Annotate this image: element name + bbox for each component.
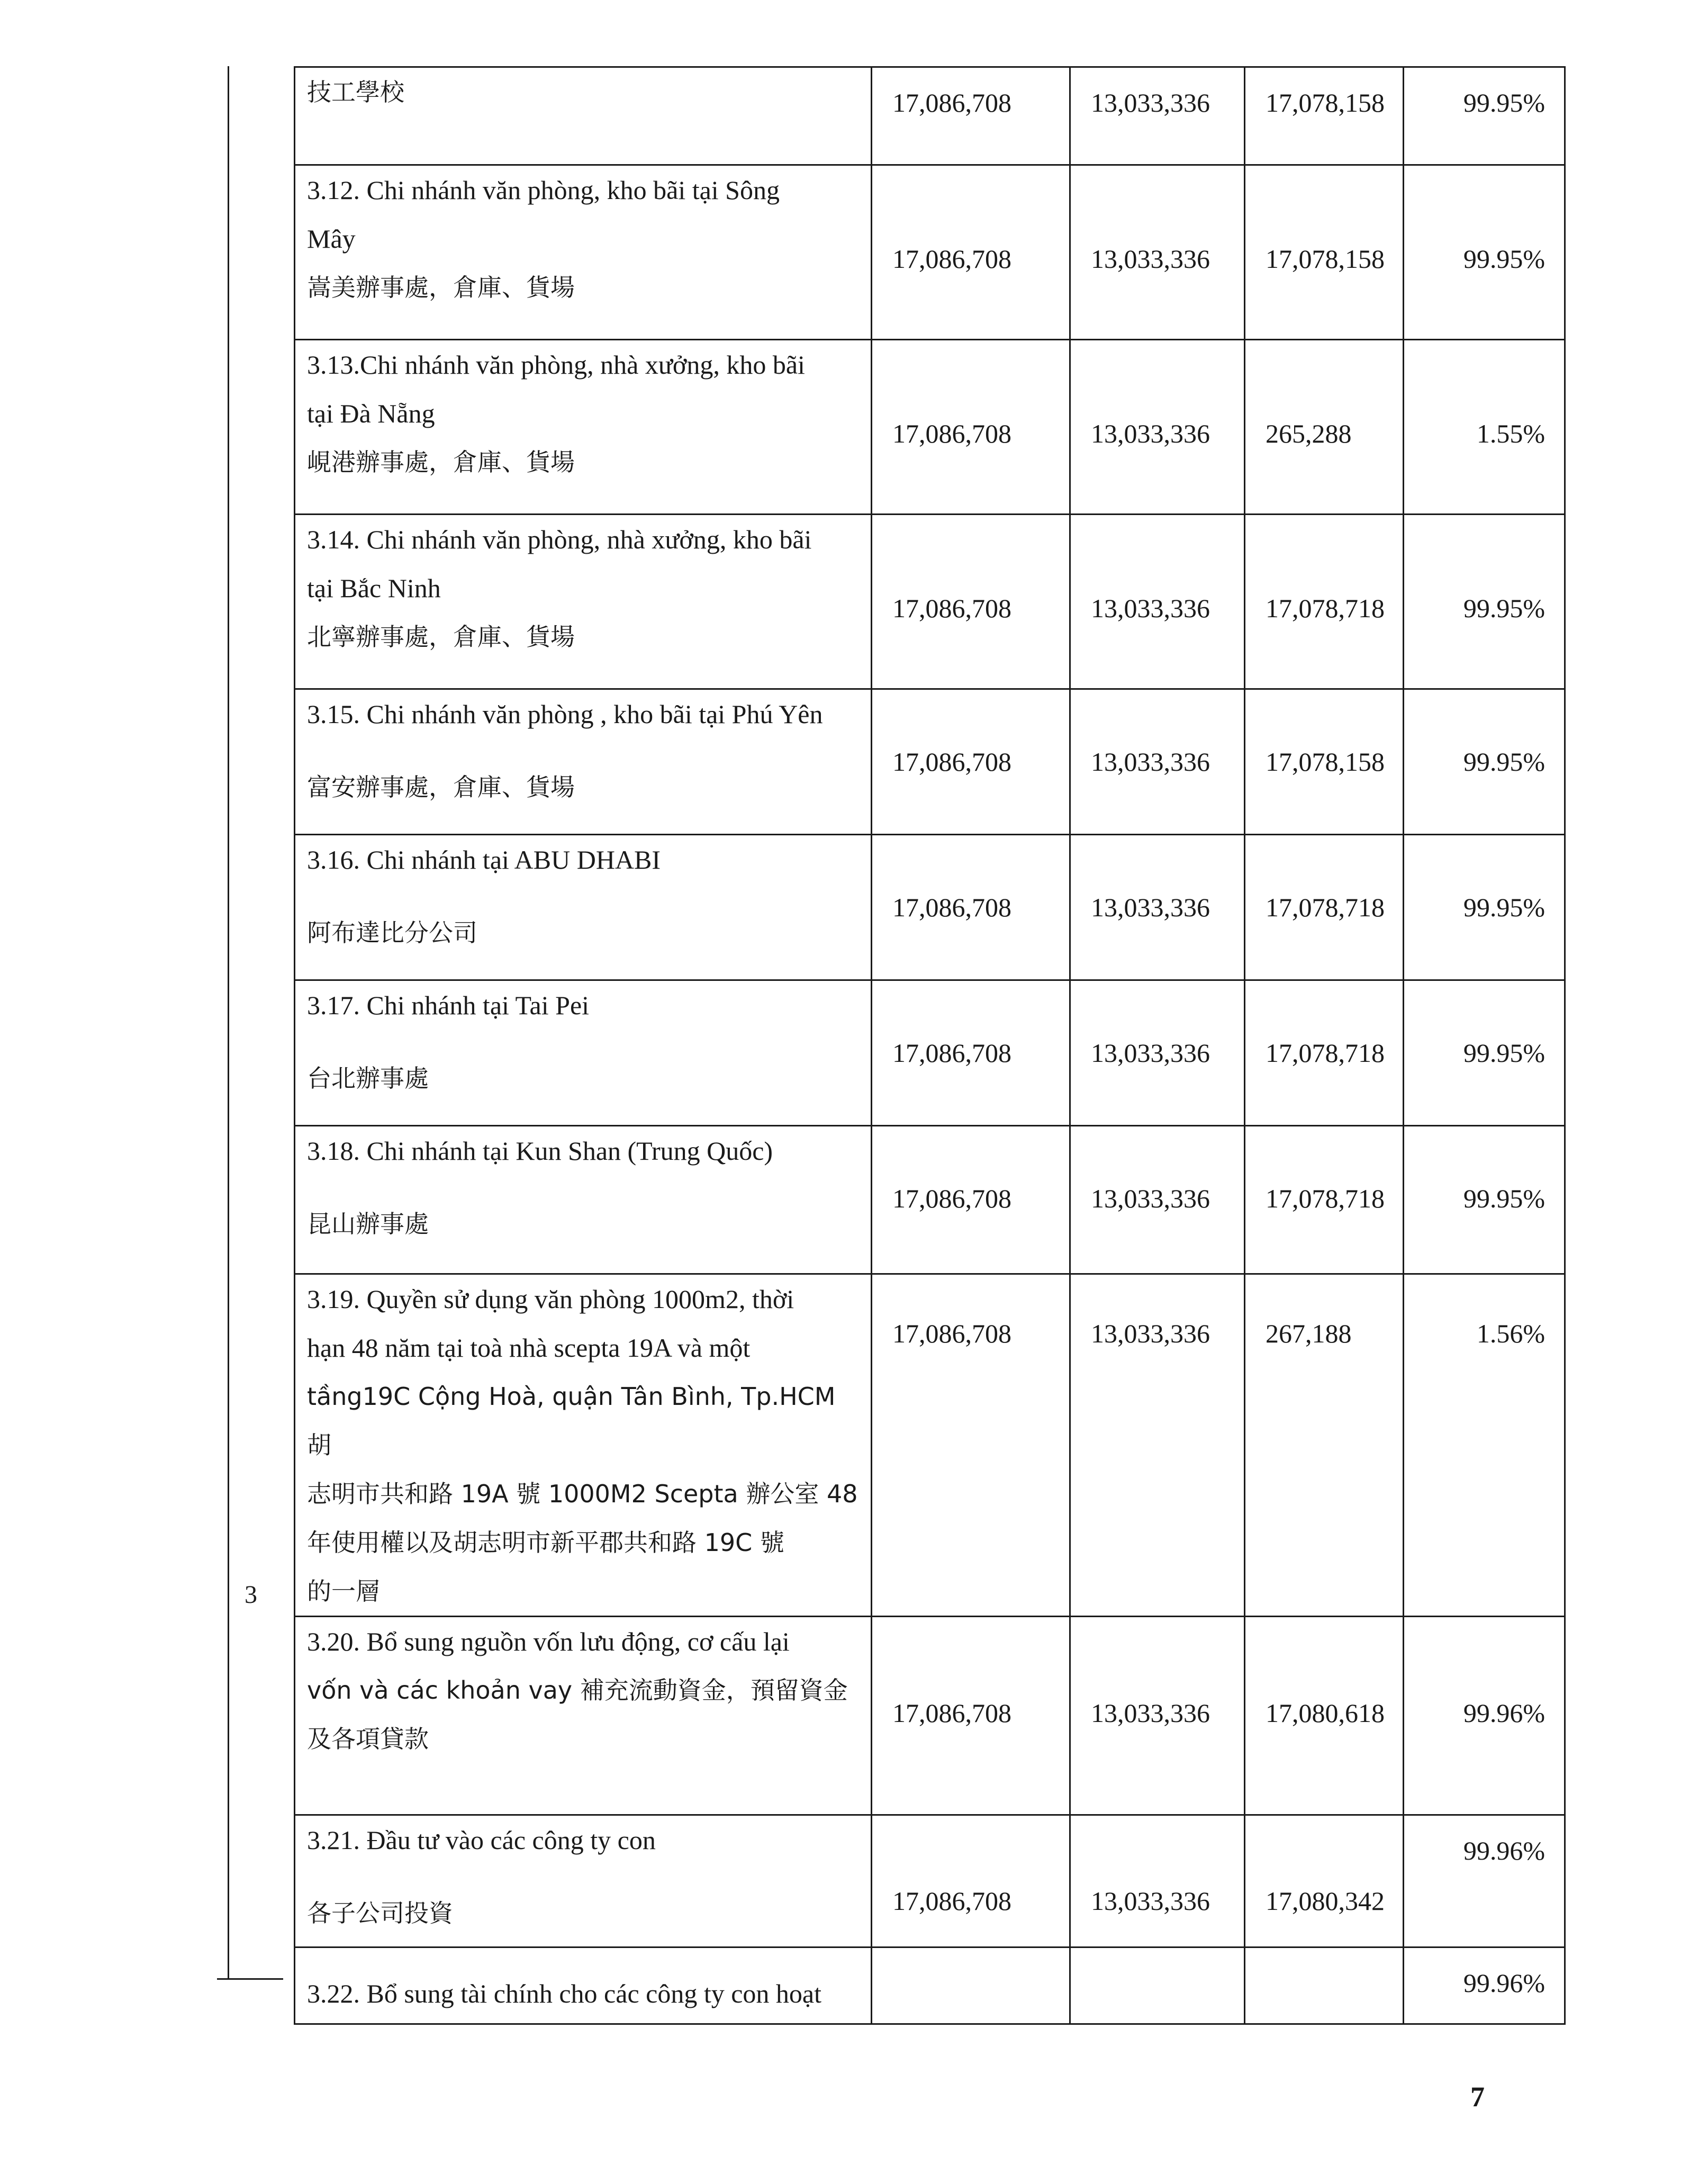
- amount-cell: [1245, 689, 1404, 835]
- amount-cell: [872, 67, 1070, 165]
- row-description: [295, 67, 872, 165]
- amount-cell: [872, 1126, 1070, 1274]
- table-row: [295, 340, 1565, 515]
- amount-value: 17,080,342: [1266, 1886, 1385, 1916]
- amount-value: 17,086,708: [892, 1698, 1011, 1728]
- description-line: hạn 48 năm tại toà nhà scepta 19A và một: [307, 1333, 751, 1363]
- row-description: [295, 1274, 872, 1617]
- row-description: [295, 689, 872, 835]
- left-border-bottom-line: [217, 1978, 283, 1980]
- percent-cell: [1404, 1815, 1565, 1947]
- percent-value: 99.95%: [1463, 88, 1545, 118]
- amount-value: 17,078,718: [1266, 1184, 1385, 1213]
- amount-value: 17,078,718: [1266, 593, 1385, 623]
- amount-value: 13,033,336: [1091, 88, 1210, 118]
- amount-cell: [1245, 1815, 1404, 1947]
- description-line: 3.14. Chi nhánh văn phòng, nhà xưởng, kho bãi: [307, 525, 812, 554]
- amount-cell: [1070, 1815, 1245, 1947]
- amount-value: 17,078,158: [1266, 88, 1385, 118]
- table-row: [295, 1947, 1565, 2024]
- amount-cell: [1070, 67, 1245, 165]
- amount-value: 17,086,708: [892, 88, 1011, 118]
- amount-cell: [1070, 1274, 1245, 1617]
- row-description: [295, 1947, 872, 2024]
- amount-cell: [872, 1617, 1070, 1815]
- percent-cell: [1404, 835, 1565, 980]
- amount-value: 265,288: [1266, 419, 1352, 448]
- amount-cell: [1070, 515, 1245, 689]
- amount-cell: [872, 515, 1070, 689]
- table-row: [295, 67, 1565, 165]
- description-line: 3.21. Đầu tư vào các công ty con: [307, 1825, 656, 1855]
- amount-value: 17,078,718: [1266, 892, 1385, 922]
- percent-cell: [1404, 1126, 1565, 1274]
- description-line: 3.15. Chi nhánh văn phòng , kho bãi tại Phú Yên: [307, 699, 823, 729]
- line-spacer: [307, 884, 861, 908]
- amount-cell: [872, 980, 1070, 1126]
- amount-value: 17,086,708: [892, 1038, 1011, 1068]
- amount-value: 13,033,336: [1091, 1886, 1210, 1916]
- amount-value: 13,033,336: [1091, 244, 1210, 274]
- description-line: 3.22. Bổ sung tài chính cho các công ty con hoạt: [307, 1979, 821, 2008]
- amount-value: 17,086,708: [892, 1886, 1011, 1916]
- description-line: 嵩美辦事處，倉庫、貨場: [307, 273, 575, 302]
- row-description: [295, 835, 872, 980]
- table-row: [295, 1126, 1565, 1274]
- percent-value: 99.95%: [1463, 244, 1545, 274]
- table-row: [295, 1815, 1565, 1947]
- budget-table: [294, 66, 1566, 2025]
- table-row: [295, 165, 1565, 340]
- description-line: 年使用權以及胡志明市新平郡共和路 19C 號: [307, 1528, 784, 1557]
- description-line: 3.12. Chi nhánh văn phòng, kho bãi tại Sông: [307, 175, 780, 205]
- percent-cell: [1404, 1274, 1565, 1617]
- amount-cell: [1070, 980, 1245, 1126]
- row-description: [295, 515, 872, 689]
- description-line: 技工學校: [307, 78, 404, 106]
- line-spacer: [307, 1030, 861, 1054]
- amount-cell: [872, 1815, 1070, 1947]
- left-border-line: [228, 66, 229, 1980]
- amount-value: 17,086,708: [892, 244, 1011, 274]
- description-line: 3.18. Chi nhánh tại Kun Shan (Trung Quốc): [307, 1136, 773, 1166]
- amount-value: 13,033,336: [1091, 1698, 1210, 1728]
- amount-value: 17,078,158: [1266, 244, 1385, 274]
- percent-value: 99.96%: [1463, 1968, 1545, 1998]
- description-line: Mây: [307, 224, 356, 254]
- amount-value: 13,033,336: [1091, 1184, 1210, 1213]
- percent-value: 1.55%: [1476, 419, 1545, 448]
- amount-cell: [1245, 515, 1404, 689]
- table-row: [295, 1617, 1565, 1815]
- description-line: tại Đà Nẵng: [307, 399, 435, 428]
- description-line: 峴港辦事處，倉庫、貨場: [307, 448, 575, 476]
- description-line: 3.20. Bổ sung nguồn vốn lưu động, cơ cấu lại: [307, 1627, 790, 1656]
- amount-cell: [1070, 165, 1245, 340]
- percent-value: 99.95%: [1463, 747, 1545, 777]
- amount-cell: [1070, 340, 1245, 515]
- amount-value: 17,086,708: [892, 892, 1011, 922]
- description-line: tầng19C Cộng Hoà, quận Tân Bình, Tp.HCM 胡: [307, 1382, 836, 1459]
- page-number: 7: [1470, 2081, 1485, 2113]
- description-line: 3.17. Chi nhánh tại Tai Pei: [307, 990, 590, 1020]
- amount-value: 17,086,708: [892, 1319, 1011, 1348]
- amount-cell: [1070, 1126, 1245, 1274]
- percent-value: 99.95%: [1463, 593, 1545, 623]
- percent-value: 99.95%: [1463, 892, 1545, 922]
- amount-cell: [1070, 835, 1245, 980]
- amount-value: 267,188: [1266, 1319, 1352, 1348]
- amount-value: 13,033,336: [1091, 747, 1210, 777]
- amount-cell: [1245, 835, 1404, 980]
- description-line: 昆山辦事處: [307, 1210, 429, 1238]
- percent-cell: [1404, 67, 1565, 165]
- row-description: [295, 1815, 872, 1947]
- amount-cell: [1070, 689, 1245, 835]
- description-line: 3.16. Chi nhánh tại ABU DHABI: [307, 845, 661, 874]
- amount-cell: [1245, 340, 1404, 515]
- percent-value: 99.96%: [1463, 1698, 1545, 1728]
- amount-cell: [1245, 1947, 1404, 2024]
- row-description: [295, 165, 872, 340]
- percent-cell: [1404, 1617, 1565, 1815]
- line-spacer: [307, 1175, 861, 1200]
- description-line: 富安辦事處，倉庫、貨場: [307, 773, 575, 801]
- amount-value: 17,086,708: [892, 747, 1011, 777]
- table-row: [295, 689, 1565, 835]
- line-spacer: [307, 1864, 861, 1889]
- amount-cell: [872, 165, 1070, 340]
- table-row: [295, 980, 1565, 1126]
- percent-cell: [1404, 165, 1565, 340]
- amount-cell: [1245, 67, 1404, 165]
- percent-cell: [1404, 515, 1565, 689]
- amount-value: 13,033,336: [1091, 1319, 1210, 1348]
- amount-value: 17,086,708: [892, 1184, 1011, 1213]
- amount-cell: [872, 1274, 1070, 1617]
- amount-value: 13,033,336: [1091, 419, 1210, 448]
- amount-cell: [1245, 1126, 1404, 1274]
- amount-cell: [1245, 1617, 1404, 1815]
- description-line: tại Bắc Ninh: [307, 573, 441, 603]
- percent-cell: [1404, 980, 1565, 1126]
- description-line: 各子公司投資: [307, 1899, 453, 1927]
- amount-cell: [872, 689, 1070, 835]
- percent-cell: [1404, 689, 1565, 835]
- amount-cell: [1070, 1947, 1245, 2024]
- percent-value: 99.95%: [1463, 1184, 1545, 1213]
- amount-cell: [872, 340, 1070, 515]
- description-line: 3.19. Quyền sử dụng văn phòng 1000m2, thời: [307, 1284, 794, 1314]
- percent-cell: [1404, 1947, 1565, 2024]
- percent-value: 1.56%: [1476, 1319, 1545, 1348]
- line-spacer: [307, 738, 861, 763]
- table-row: [295, 835, 1565, 980]
- amount-cell: [1070, 1617, 1245, 1815]
- percent-value: 99.96%: [1463, 1836, 1545, 1865]
- description-line: 3.13.Chi nhánh văn phòng, nhà xưởng, kho bãi: [307, 350, 805, 380]
- table-row: [295, 515, 1565, 689]
- amount-value: 13,033,336: [1091, 892, 1210, 922]
- row-description: [295, 1617, 872, 1815]
- section-number: 3: [245, 1581, 257, 1609]
- description-line: 阿布達比分公司: [307, 918, 477, 947]
- amount-value: 17,086,708: [892, 593, 1011, 623]
- table-row: [295, 1274, 1565, 1617]
- description-line: 的一層: [307, 1577, 380, 1606]
- percent-cell: [1404, 340, 1565, 515]
- amount-value: 17,078,718: [1266, 1038, 1385, 1068]
- description-line: 台北辦事處: [307, 1064, 429, 1093]
- amount-cell: [1245, 1274, 1404, 1617]
- amount-value: 13,033,336: [1091, 593, 1210, 623]
- amount-cell: [872, 1947, 1070, 2024]
- amount-value: 17,078,158: [1266, 747, 1385, 777]
- percent-value: 99.95%: [1463, 1038, 1545, 1068]
- amount-value: 17,080,618: [1266, 1698, 1385, 1728]
- amount-value: 13,033,336: [1091, 1038, 1210, 1068]
- amount-value: 17,086,708: [892, 419, 1011, 448]
- row-description: [295, 980, 872, 1126]
- amount-cell: [1245, 165, 1404, 340]
- description-line: vốn và các khoản vay 補充流動資金，預留資金: [307, 1676, 848, 1705]
- row-description: [295, 340, 872, 515]
- amount-cell: [1245, 980, 1404, 1126]
- description-line: 北寧辦事處，倉庫、貨場: [307, 623, 575, 651]
- description-line: 及各項貸款: [307, 1725, 429, 1753]
- row-description: [295, 1126, 872, 1274]
- amount-cell: [872, 835, 1070, 980]
- description-line: 志明市共和路 19A 號 1000M2 Scepta 辦公室 48: [307, 1480, 858, 1508]
